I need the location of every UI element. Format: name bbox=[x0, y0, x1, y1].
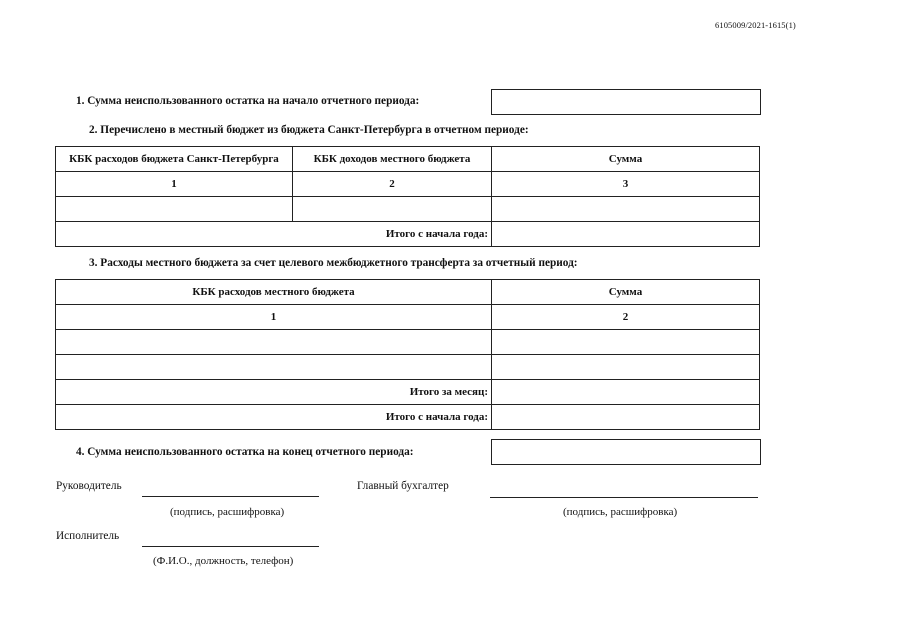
column-header: Сумма bbox=[492, 280, 760, 305]
executor-hint: (Ф.И.О., должность, телефон) bbox=[153, 555, 294, 567]
accountant-signature-line[interactable] bbox=[490, 497, 758, 498]
column-number-row bbox=[56, 305, 760, 330]
amount-cell[interactable] bbox=[492, 355, 760, 380]
head-signature-hint: (подпись, расшифровка) bbox=[170, 506, 285, 518]
amount-cell[interactable] bbox=[492, 197, 760, 222]
executor-signature-line[interactable] bbox=[142, 546, 319, 547]
head-signature-line[interactable] bbox=[142, 496, 319, 497]
month-total-label: Итого за месяц: bbox=[56, 380, 492, 405]
table-row bbox=[56, 330, 760, 355]
kbk-income-cell[interactable] bbox=[293, 197, 492, 222]
column-header: КБК расходов бюджета Санкт-Петербурга bbox=[56, 147, 293, 172]
section2-label: 2. Перечислено в местный бюджет из бюджета Санкт-Петербурга в отчетном периоде: bbox=[89, 124, 529, 136]
column-header: КБК расходов местного бюджета bbox=[56, 280, 492, 305]
column-header: КБК доходов местного бюджета bbox=[293, 147, 492, 172]
total-row bbox=[56, 222, 760, 247]
column-number: 2 bbox=[492, 305, 760, 330]
kbk-expense-cell[interactable] bbox=[56, 355, 492, 380]
column-number: 1 bbox=[56, 172, 293, 197]
accountant-label: Главный бухгалтер bbox=[357, 480, 449, 492]
closing-balance-field[interactable] bbox=[491, 439, 761, 465]
table-row bbox=[56, 197, 760, 222]
month-total-row bbox=[56, 380, 760, 405]
table-header-row bbox=[56, 280, 760, 305]
transfers-table bbox=[55, 146, 760, 247]
kbk-expense-cell[interactable] bbox=[56, 197, 293, 222]
year-total-amount-cell[interactable] bbox=[492, 222, 760, 247]
accountant-signature-hint: (подпись, расшифровка) bbox=[563, 506, 678, 518]
amount-cell[interactable] bbox=[492, 330, 760, 355]
section3-label: 3. Расходы местного бюджета за счет целевого межбюджетного трансферта за отчетный период: bbox=[89, 257, 578, 269]
section4-label: 4. Сумма неиспользованного остатка на конец отчетного периода: bbox=[76, 446, 414, 458]
table-header-row bbox=[56, 147, 760, 172]
column-header: Сумма bbox=[492, 147, 760, 172]
column-number: 2 bbox=[293, 172, 492, 197]
column-number: 1 bbox=[56, 305, 492, 330]
month-total-amount-cell[interactable] bbox=[492, 380, 760, 405]
year-total-row bbox=[56, 405, 760, 430]
opening-balance-field[interactable] bbox=[491, 89, 761, 115]
executor-label: Исполнитель bbox=[56, 530, 120, 542]
year-total-amount-cell[interactable] bbox=[492, 405, 760, 430]
table-row bbox=[56, 355, 760, 380]
head-label: Руководитель bbox=[56, 480, 122, 492]
year-total-label: Итого с начала года: bbox=[56, 405, 492, 430]
section1-label: 1. Сумма неиспользованного остатка на начало отчетного периода: bbox=[76, 95, 420, 107]
column-number: 3 bbox=[492, 172, 760, 197]
document-id: 6105009/2021-1615(1) bbox=[715, 20, 796, 30]
expenses-table bbox=[55, 279, 760, 430]
year-total-label: Итого с начала года: bbox=[56, 222, 492, 247]
column-number-row bbox=[56, 172, 760, 197]
kbk-expense-cell[interactable] bbox=[56, 330, 492, 355]
